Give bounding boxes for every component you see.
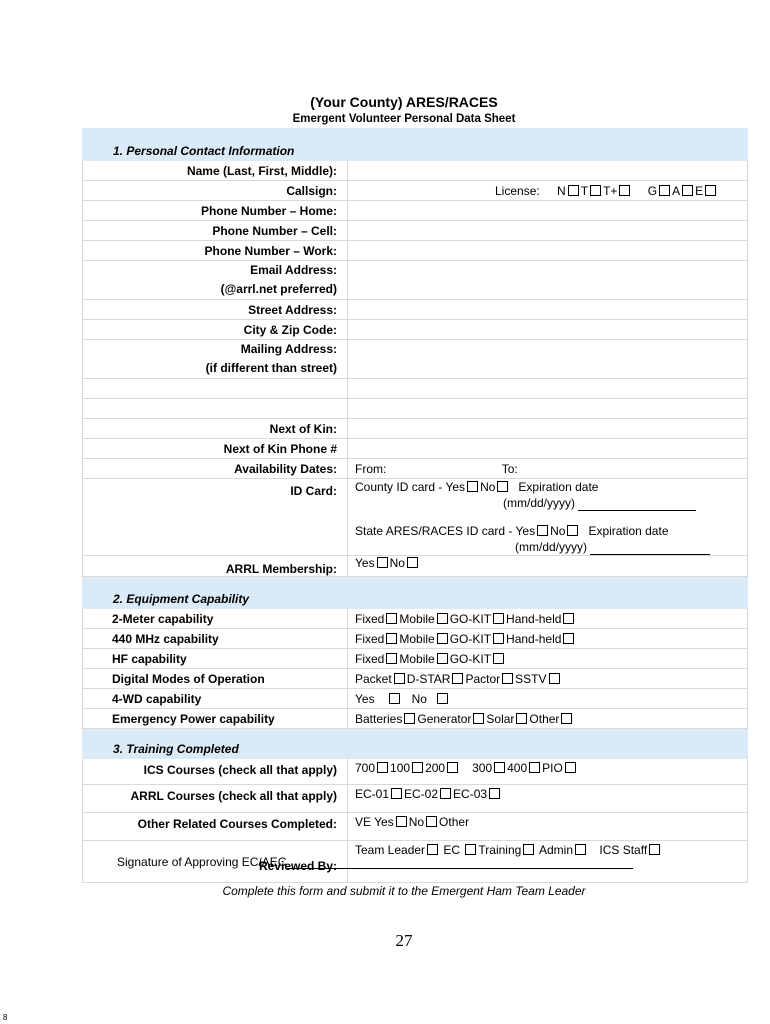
checkbox[interactable] [493,633,504,644]
arrl-courses-options: EC-01 EC-02 EC-03 [348,785,748,813]
street-label: Street Address: [83,300,348,320]
checkbox[interactable] [659,185,670,196]
checkbox[interactable] [426,816,437,827]
form-subtitle: Emergent Volunteer Personal Data Sheet [292,113,516,125]
checkbox[interactable] [567,525,578,536]
signature-line: Signature of Approving EC/AEC [117,855,633,869]
checkbox[interactable] [494,762,505,773]
phone-work-field[interactable] [348,241,748,261]
kin-field[interactable] [348,419,748,439]
from-label: From: [355,461,387,476]
checkbox[interactable] [386,613,397,624]
checkbox[interactable] [619,185,630,196]
city-field[interactable] [348,320,748,340]
checkbox[interactable] [467,481,478,492]
ics-options: 700 100 200 300 400 PIO [348,759,748,785]
name-label: Name (Last, First, Middle): [83,161,348,181]
availability-label: Availability Dates: [83,459,348,479]
phone-cell-label: Phone Number – Cell: [83,221,348,241]
blank-row [83,379,348,399]
equipment-label: 2-Meter capability [83,609,348,629]
section-2-heading: 2. Equipment Capability [113,592,250,606]
equipment-label: Digital Modes of Operation [83,669,348,689]
section-3-header [83,729,748,759]
checkbox[interactable] [537,525,548,536]
checkbox[interactable] [447,762,458,773]
checkbox[interactable] [377,557,388,568]
instruction-text: Complete this form and submit it to the Emergent Ham Team Leader [222,884,586,898]
equipment-options: Fixed Mobile GO-KIT Hand-held [348,609,748,629]
idcard-label: ID Card: [83,479,348,556]
equipment-options: Yes No [348,689,748,709]
form-title: (Your County) ARES/RACES [310,94,498,110]
mailing-label: Mailing Address: (if different than street) [83,340,348,379]
state-id-line: State ARES/RACES ID card - Yes No Expiration date [355,524,669,538]
checkbox[interactable] [563,613,574,624]
city-label: City & Zip Code: [83,320,348,340]
checkbox[interactable] [682,185,693,196]
county-date-line: (mm/dd/yyyy) [355,495,747,511]
email-field[interactable] [348,261,748,300]
equipment-options: Fixed Mobile GO-KIT Hand-held [348,629,748,649]
checkbox[interactable] [705,185,716,196]
checkbox[interactable] [440,788,451,799]
checkbox[interactable] [452,673,463,684]
personal-data-form [82,128,748,883]
checkbox[interactable] [465,844,476,855]
checkbox[interactable] [590,185,601,196]
county-id-line: County ID card - Yes No Expiration date [355,480,599,494]
equipment-options: Fixed Mobile GO-KIT [348,649,748,669]
equipment-label: 4-WD capability [83,689,348,709]
checkbox[interactable] [493,653,504,664]
mailing-field[interactable] [348,340,748,379]
checkbox[interactable] [575,844,586,855]
email-label: Email Address: (@arrl.net preferred) [83,261,348,300]
section-1-header [83,129,748,161]
checkbox[interactable] [437,693,448,704]
signature-field[interactable] [287,856,633,869]
mailing-note: (if different than street) [205,361,337,375]
arrl-membership-field: Yes No [348,556,748,577]
checkbox[interactable] [489,788,500,799]
state-date-line: (mm/dd/yyyy) [355,539,747,555]
checkbox[interactable] [563,633,574,644]
ics-label: ICS Courses (check all that apply) [83,759,348,785]
callsign-field[interactable] [348,181,748,201]
checkbox[interactable] [497,481,508,492]
section-2-header [83,577,748,609]
equipment-label: 440 MHz capability [83,629,348,649]
checkbox[interactable] [394,673,405,684]
callsign-label: Callsign: [83,181,348,201]
checkbox[interactable] [493,613,504,624]
checkbox[interactable] [427,844,438,855]
checkbox[interactable] [437,653,448,664]
section-3-heading: 3. Training Completed [113,742,239,756]
blank-field[interactable] [348,399,748,419]
equipment-options: Packet D-STAR Pactor SSTV [348,669,748,689]
checkbox[interactable] [565,762,576,773]
page-number: 27 [395,931,413,950]
equipment-label: Emergency Power capability [83,709,348,729]
email-note: (@arrl.net preferred) [220,282,337,296]
street-field[interactable] [348,300,748,320]
arrl-membership-label: ARRL Membership: [83,556,348,577]
kin-phone-field[interactable] [348,439,748,459]
reviewed-label: Reviewed By: [83,841,348,883]
checkbox[interactable] [502,673,513,684]
blank-field[interactable] [348,379,748,399]
checkbox[interactable] [391,788,402,799]
phone-home-field[interactable] [348,201,748,221]
checkbox[interactable] [396,816,407,827]
county-date-field[interactable] [578,499,696,511]
availability-field[interactable] [348,459,748,479]
equipment-label: HF capability [83,649,348,669]
checkbox[interactable] [407,557,418,568]
checkbox[interactable] [437,613,448,624]
checkbox[interactable] [386,653,397,664]
checkbox[interactable] [649,844,660,855]
section-1-heading: 1. Personal Contact Information [113,144,295,158]
checkbox[interactable] [386,633,397,644]
checkbox[interactable] [549,673,560,684]
license-options: N T T+ G A E [557,184,718,198]
checkbox[interactable] [404,713,415,724]
idcard-field [348,479,748,556]
kin-label: Next of Kin: [83,419,348,439]
corner-mark: 8 [3,1013,8,1022]
phone-home-label: Phone Number – Home: [83,201,348,221]
checkbox[interactable] [516,713,527,724]
other-courses-options: VE Yes No Other [348,813,748,841]
checkbox[interactable] [389,693,400,704]
checkbox[interactable] [561,713,572,724]
kin-phone-label: Next of Kin Phone # [83,439,348,459]
name-field[interactable] [348,161,748,181]
equipment-options: Batteries Generator Solar Other [348,709,748,729]
checkbox[interactable] [377,762,388,773]
license-label: License: [495,183,540,198]
blank-row [83,399,348,419]
checkbox[interactable] [529,762,540,773]
checkbox[interactable] [437,633,448,644]
phone-cell-field[interactable] [348,221,748,241]
checkbox[interactable] [412,762,423,773]
phone-work-label: Phone Number – Work: [83,241,348,261]
other-courses-label: Other Related Courses Completed: [83,813,348,841]
checkbox[interactable] [523,844,534,855]
checkbox[interactable] [568,185,579,196]
to-label: To: [501,461,518,476]
reviewed-options: Team Leader EC Training Admin ICS Staff [348,841,748,883]
state-date-field[interactable] [590,543,710,555]
arrl-courses-label: ARRL Courses (check all that apply) [83,785,348,813]
checkbox[interactable] [473,713,484,724]
